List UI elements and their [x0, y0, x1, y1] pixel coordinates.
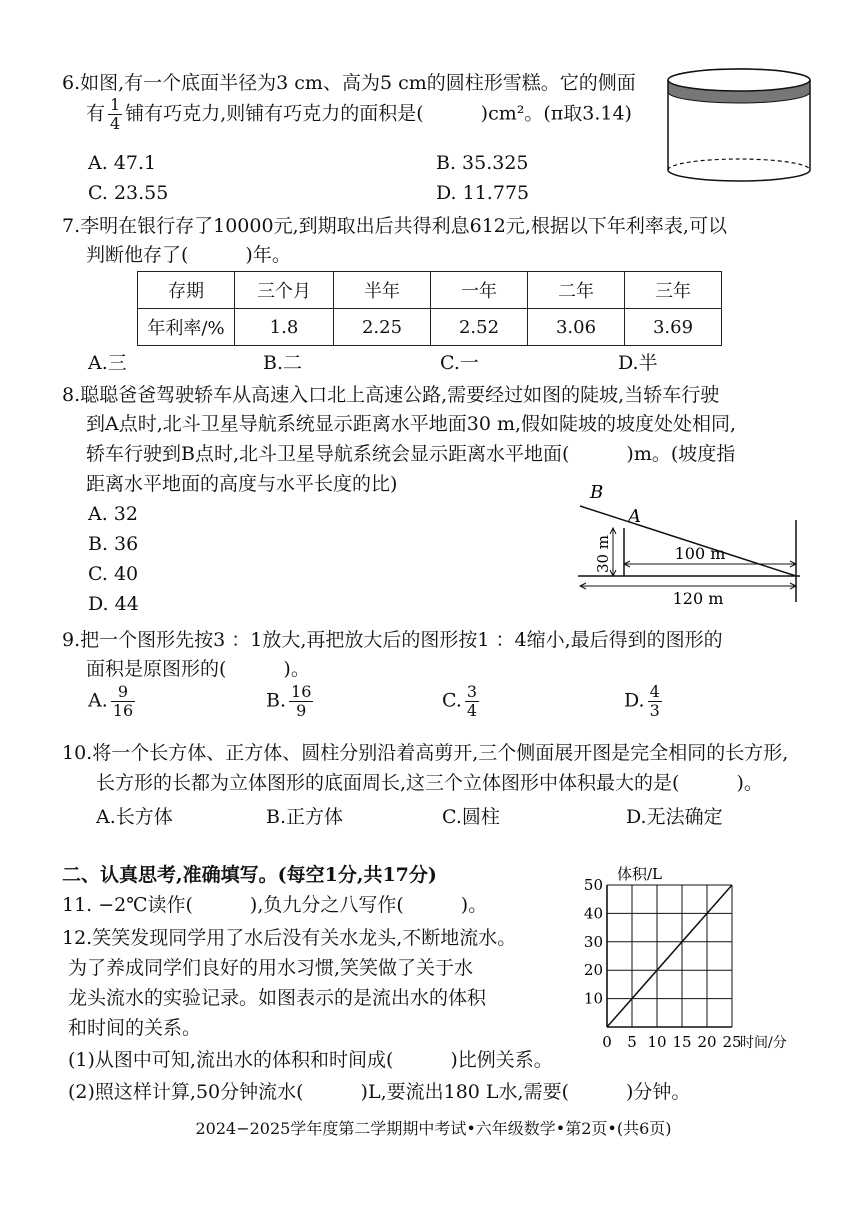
q6-frac-num: 1	[110, 95, 121, 114]
table-cell: 年利率/%	[138, 309, 235, 346]
table-cell: 半年	[334, 272, 431, 309]
table-row	[138, 272, 722, 309]
option-fraction	[648, 683, 662, 720]
q7-option-c[interactable]: C.一	[440, 352, 479, 374]
table-cell: 3.69	[625, 309, 722, 346]
q6-option-b[interactable]: B. 35.325	[436, 152, 529, 174]
q11-text: 11. −2℃读作( ),负九分之八写作( )。	[62, 894, 488, 916]
q8-option-c[interactable]: C. 40	[88, 563, 139, 585]
q6-option-d[interactable]: D. 11.775	[436, 182, 530, 204]
q6-option-a[interactable]: A. 47.1	[88, 152, 157, 174]
q6-post: 铺有巧克力,则铺有巧克力的面积是( )cm²。(π取3.14)	[125, 102, 632, 125]
q6-fraction	[108, 96, 122, 133]
q10-option-c[interactable]: C.圆柱	[442, 806, 500, 828]
frac-den: 16	[112, 701, 134, 720]
q8-option-a[interactable]: A. 32	[88, 503, 138, 525]
slope-figure	[570, 478, 810, 610]
frac-num: 3	[466, 682, 478, 701]
label-100m: 100 m	[674, 544, 726, 563]
x-tick-label: 20	[697, 1033, 717, 1051]
q12-line3: 龙头流水的实验记录。如图表示的是流出水的体积	[68, 987, 487, 1009]
label-a: A	[628, 506, 641, 527]
option-label: A.	[88, 689, 108, 712]
interest-rate-table	[137, 271, 722, 346]
q10-option-b[interactable]: B.正方体	[266, 806, 344, 828]
table-cell: 三个月	[235, 272, 334, 309]
frac-num: 16	[291, 682, 312, 701]
q7-line2: 判断他存了( )年。	[86, 244, 291, 266]
table-cell: 2.25	[334, 309, 431, 346]
q9-option-c[interactable]	[442, 683, 482, 720]
q10-line2: 长方形的长都为立体图形的底面周长,这三个立体图形中体积最大的是( )。	[96, 772, 763, 794]
q7-option-d[interactable]: D.半	[618, 352, 658, 374]
q6-pre: 有	[86, 102, 106, 125]
q6-option-c[interactable]: C. 23.55	[88, 182, 169, 204]
table-cell: 3.06	[528, 309, 625, 346]
x-tick-label: 15	[672, 1033, 692, 1051]
q6-line1: 6.如图,有一个底面半径为3 cm、高为5 cm的圆柱形雪糕。它的侧面	[62, 72, 636, 94]
label-30m: 30 m	[594, 534, 612, 574]
x-tick-label: 5	[627, 1033, 637, 1051]
q8-line4: 距离水平地面的高度与水平长度的比)	[86, 473, 398, 495]
table-cell: 三年	[625, 272, 722, 309]
volume-time-chart	[580, 860, 820, 1051]
page-footer: 2024−2025学年度第二学期期中考试•六年级数学•第2页•(共6页)	[195, 1119, 672, 1138]
q9-option-d[interactable]	[624, 683, 665, 720]
section-2-title: 二、认真思考,准确填写。(每空1分,共17分)	[62, 864, 437, 886]
option-label: D.	[624, 689, 645, 712]
frac-den: 3	[649, 701, 660, 720]
q8-line2: 到A点时,北斗卫星导航系统显示距离水平地面30 m,假如陡坡的坡度处处相同,	[86, 413, 737, 435]
q8-line1: 8.聪聪爸爸驾驶轿车从高速入口北上高速公路,需要经过如图的陡坡,当轿车行驶	[62, 384, 720, 406]
table-cell: 1.8	[235, 309, 334, 346]
table-cell: 2.52	[431, 309, 528, 346]
q8-option-b[interactable]: B. 36	[88, 533, 139, 555]
option-fraction	[465, 683, 479, 720]
q12-line2: 为了养成同学们良好的用水习惯,笑笑做了关于水	[68, 957, 474, 979]
table-cell: 二年	[528, 272, 625, 309]
q10-option-d[interactable]: D.无法确定	[626, 806, 723, 828]
q6-frac-den: 4	[110, 114, 121, 133]
slope-line	[580, 506, 796, 576]
x-axis-label: 时间/分	[740, 1035, 787, 1051]
y-tick-label: 40	[583, 904, 603, 923]
q9-line1: 9.把一个图形先按3 ：1放大,再把放大后的图形按1 ：4缩小,最后得到的图形的	[62, 629, 723, 651]
q9-line2: 面积是原图形的( )。	[86, 658, 310, 680]
option-fraction	[289, 683, 313, 720]
option-label: C.	[442, 689, 462, 712]
q10-line1: 10.将一个长方体、正方体、圆柱分别沿着高剪开,三个侧面展开图是完全相同的长方形,	[62, 742, 789, 764]
cylinder-figure	[660, 62, 820, 192]
q8-option-d[interactable]: D. 44	[88, 593, 139, 615]
x-tick-label: 10	[647, 1033, 667, 1051]
frac-den: 9	[296, 701, 307, 720]
q12-line4: 和时间的关系。	[68, 1017, 202, 1039]
frac-den: 4	[466, 701, 478, 720]
y-tick-label: 50	[583, 876, 603, 894]
x-tick-label: 25	[722, 1033, 742, 1051]
table-row	[138, 309, 722, 346]
q9-option-a[interactable]	[88, 683, 138, 720]
label-b: B	[590, 482, 604, 503]
y-tick-label: 30	[583, 932, 603, 951]
q12-sub1: (1)从图中可知,流出水的体积和时间成( )比例关系。	[68, 1049, 553, 1071]
q8-line3: 轿车行驶到B点时,北斗卫星导航系统会显示距离水平地面( )m。(坡度指	[86, 443, 736, 465]
q7-line1: 7.李明在银行存了10000元,到期取出后共得利息612元,根据以下年利率表,可以	[62, 215, 727, 237]
y-tick-label: 20	[583, 961, 603, 980]
series-line	[607, 885, 732, 1027]
label-120m: 120 m	[672, 589, 724, 608]
q12-sub2: (2)照这样计算,50分钟流水( )L,要流出180 L水,需要( )分钟。	[68, 1081, 691, 1103]
cylinder-bottom-back	[668, 159, 810, 170]
table-cell: 一年	[431, 272, 528, 309]
q12-line1: 12.笑笑发现同学用了水后没有关水龙头,不断地流水。	[62, 927, 517, 949]
q6-line2	[86, 96, 632, 133]
x-tick-label: 0	[602, 1033, 612, 1051]
option-label: B.	[266, 689, 287, 712]
q7-option-b[interactable]: B.二	[263, 352, 303, 374]
cylinder-bottom-front	[668, 170, 810, 181]
y-tick-label: 10	[583, 989, 603, 1008]
q10-option-a[interactable]: A.长方体	[96, 806, 173, 828]
q7-option-a[interactable]: A.三	[88, 352, 127, 374]
frac-num: 9	[111, 683, 135, 702]
y-axis-label: 体积/L	[617, 865, 663, 883]
option-fraction	[111, 683, 135, 720]
frac-num: 4	[649, 682, 660, 701]
table-cell: 存期	[138, 272, 235, 309]
q9-option-b[interactable]	[266, 683, 316, 720]
